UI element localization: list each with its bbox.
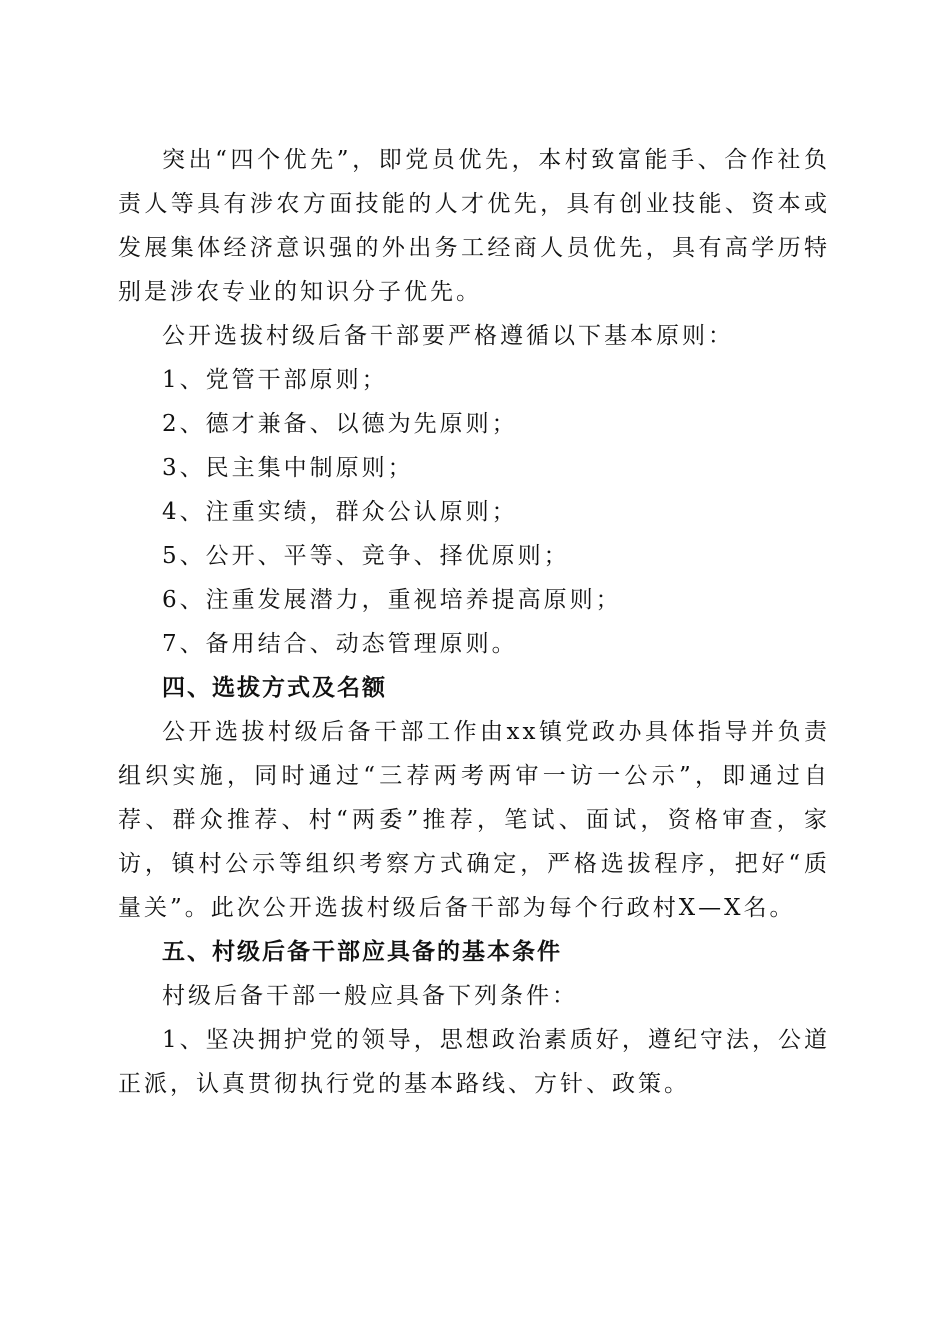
list-item-principle-6: 6、注重发展潜力，重视培养提高原则； [162, 587, 622, 613]
list-item-principle-2: 2、德才兼备、以德为先原则； [162, 411, 518, 437]
document-body [118, 138, 830, 1106]
list-item-principle-1: 1、党管干部原则； [162, 367, 388, 393]
list-item-principle-4: 4、注重实绩，群众公认原则； [162, 499, 518, 525]
list-item-principle-3: 3、民主集中制原则； [162, 455, 414, 481]
paragraph-four-priorities: 突出“四个优先”，即党员优先，本村致富能手、合作社负责人等具有涉农方面技能的人才优先，具有创业技能、资本或发展集体经济意识强的外出务工经商人员优先，具有高学历特别是涉农专业的知识分子优先。 [118, 147, 830, 305]
list-item-condition-1: 1、坚决拥护党的领导，思想政治素质好，遵纪守法，公道正派，认真贯彻执行党的基本路线、方针、政策。 [118, 1027, 830, 1097]
paragraph-conditions-intro: 村级后备干部一般应具备下列条件： [162, 983, 578, 1009]
paragraph-selection-method: 公开选拔村级后备干部工作由xx镇党政办具体指导并负责组织实施，同时通过“三荐两考两审一访一公示”，即通过自荐、群众推荐、村“两委”推荐，笔试、面试，资格审查，家访，镇村公示等组织考察方式确定，严格选拔程序，把好“质量关”。此次公开选拔村级后备干部为每个行政村X—X名。 [118, 719, 830, 921]
section-heading-basic-conditions: 五、村级后备干部应具备的基本条件 [162, 939, 562, 965]
paragraph-principles-intro: 公开选拔村级后备干部要严格遵循以下基本原则： [162, 323, 734, 349]
list-item-principle-5: 5、公开、平等、竞争、择优原则； [162, 543, 570, 569]
section-heading-selection-method: 四、选拔方式及名额 [162, 675, 387, 701]
list-item-principle-7: 7、备用结合、动态管理原则。 [162, 631, 518, 657]
